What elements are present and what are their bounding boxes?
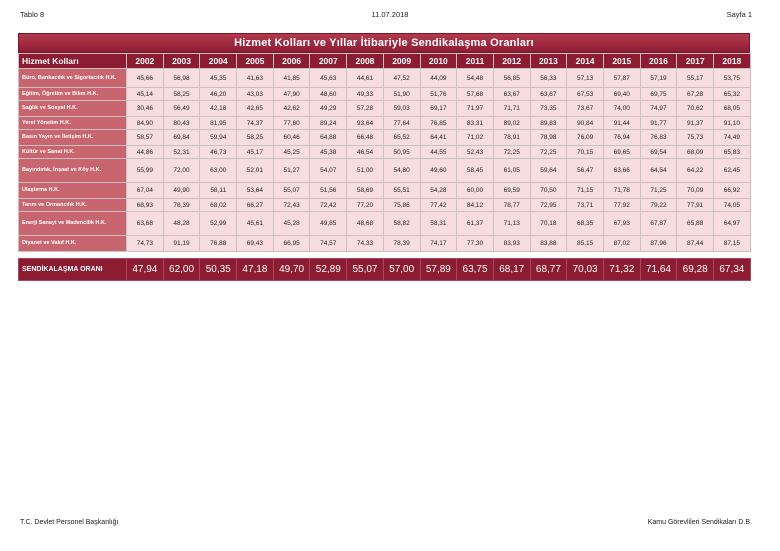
rate-cell: 84,90 [127, 117, 164, 130]
rate-cell: 68,02 [200, 199, 237, 212]
rate-cell: 58,57 [127, 130, 164, 146]
rate-cell: 53,75 [714, 69, 751, 88]
rate-cell: 47,90 [273, 88, 310, 101]
rate-cell: 55,17 [677, 69, 714, 88]
rate-cell: 74,05 [714, 199, 751, 212]
rate-cell: 72,43 [273, 199, 310, 212]
rate-cell: 70,09 [677, 183, 714, 199]
rate-cell: 49,85 [310, 212, 347, 236]
service-branch-name: Eğitim, Öğretim ve Bilim H.K. [19, 88, 127, 101]
rate-cell: 62,45 [714, 159, 751, 183]
footer-source: T.C. Devlet Personel Başkanlığı [20, 519, 119, 526]
table-row [19, 183, 751, 199]
total-rate-cell: 62,00 [163, 259, 200, 281]
rate-cell: 65,32 [714, 88, 751, 101]
rate-cell: 79,22 [640, 199, 677, 212]
year-header: 2009 [383, 54, 420, 69]
total-rate-cell: 70,03 [567, 259, 604, 281]
table-row [19, 159, 751, 183]
table-row [19, 199, 751, 212]
rate-cell: 52,01 [237, 159, 274, 183]
table-header-row [19, 54, 751, 69]
rate-cell: 72,25 [530, 146, 567, 159]
rate-cell: 78,98 [530, 130, 567, 146]
rate-cell: 44,09 [420, 69, 457, 88]
rate-cell: 89,83 [530, 117, 567, 130]
table-row [19, 117, 751, 130]
rate-cell: 42,62 [273, 101, 310, 117]
rate-cell: 76,94 [603, 130, 640, 146]
rate-cell: 54,28 [420, 183, 457, 199]
rate-cell: 64,97 [714, 212, 751, 236]
rate-cell: 78,39 [383, 236, 420, 252]
rate-cell: 67,28 [677, 88, 714, 101]
service-branch-name: Diyanet ve Vakıf H.K. [19, 236, 127, 252]
rate-cell: 76,85 [420, 117, 457, 130]
rate-cell: 73,71 [567, 199, 604, 212]
rate-cell: 69,54 [640, 146, 677, 159]
rate-cell: 56,85 [493, 69, 530, 88]
rate-cell: 74,33 [347, 236, 384, 252]
rate-cell: 57,13 [567, 69, 604, 88]
rate-cell: 63,68 [127, 212, 164, 236]
rate-cell: 77,91 [677, 199, 714, 212]
rate-cell: 83,88 [530, 236, 567, 252]
rate-cell: 51,56 [310, 183, 347, 199]
year-header: 2017 [677, 54, 714, 69]
rate-cell: 78,39 [163, 199, 200, 212]
rate-cell: 49,60 [420, 159, 457, 183]
service-branch-name: Ulaştırma H.K. [19, 183, 127, 199]
rate-cell: 63,66 [603, 159, 640, 183]
rate-cell: 74,17 [420, 236, 457, 252]
rate-cell: 73,35 [530, 101, 567, 117]
rate-cell: 48,68 [347, 212, 384, 236]
rate-cell: 48,60 [310, 88, 347, 101]
table-row [19, 88, 751, 101]
rate-cell: 74,37 [237, 117, 274, 130]
rate-cell: 50,95 [383, 146, 420, 159]
total-rate-cell: 68,77 [530, 259, 567, 281]
rate-cell: 58,45 [457, 159, 494, 183]
rate-cell: 69,84 [163, 130, 200, 146]
rate-cell: 85,15 [567, 236, 604, 252]
rate-cell: 77,64 [383, 117, 420, 130]
table-body [19, 69, 751, 281]
rate-cell: 46,20 [200, 88, 237, 101]
total-rate-cell: 47,18 [237, 259, 274, 281]
rate-cell: 81,95 [200, 117, 237, 130]
rate-cell: 58,25 [163, 88, 200, 101]
rate-cell: 76,09 [567, 130, 604, 146]
rate-cell: 76,88 [200, 236, 237, 252]
rate-cell: 57,19 [640, 69, 677, 88]
table-row [19, 146, 751, 159]
year-header: 2013 [530, 54, 567, 69]
rate-cell: 58,82 [383, 212, 420, 236]
rate-cell: 45,61 [237, 212, 274, 236]
rate-cell: 67,93 [603, 212, 640, 236]
rate-cell: 73,67 [567, 101, 604, 117]
rate-cell: 46,54 [347, 146, 384, 159]
year-header: 2005 [237, 54, 274, 69]
rate-cell: 72,42 [310, 199, 347, 212]
rate-cell: 77,92 [603, 199, 640, 212]
rate-cell: 44,61 [347, 69, 384, 88]
rate-cell: 53,64 [237, 183, 274, 199]
rate-cell: 61,05 [493, 159, 530, 183]
rate-cell: 89,24 [310, 117, 347, 130]
rate-cell: 67,87 [640, 212, 677, 236]
total-rate-cell: 69,28 [677, 259, 714, 281]
rate-cell: 77,20 [347, 199, 384, 212]
rate-cell: 45,14 [127, 88, 164, 101]
rate-cell: 58,31 [420, 212, 457, 236]
rate-cell: 91,19 [163, 236, 200, 252]
service-branch-name: Yerel Yönetim H.K. [19, 117, 127, 130]
rate-cell: 72,00 [163, 159, 200, 183]
rate-cell: 45,28 [273, 212, 310, 236]
rate-cell: 45,66 [127, 69, 164, 88]
rate-cell: 83,31 [457, 117, 494, 130]
rate-cell: 56,47 [567, 159, 604, 183]
rate-cell: 87,96 [640, 236, 677, 252]
total-rate-cell: 67,34 [714, 259, 751, 281]
rate-cell: 71,71 [493, 101, 530, 117]
rate-cell: 68,09 [677, 146, 714, 159]
rate-cell: 45,17 [237, 146, 274, 159]
rate-cell: 91,44 [603, 117, 640, 130]
total-label: SENDİKALAŞMA ORANI [19, 259, 127, 281]
rate-cell: 56,98 [163, 69, 200, 88]
year-header: 2012 [493, 54, 530, 69]
rate-cell: 71,97 [457, 101, 494, 117]
rate-cell: 69,65 [603, 146, 640, 159]
rate-cell: 71,78 [603, 183, 640, 199]
rate-cell: 43,03 [237, 88, 274, 101]
rate-cell: 67,04 [127, 183, 164, 199]
total-rate-cell: 52,89 [310, 259, 347, 281]
rate-cell: 48,28 [163, 212, 200, 236]
rate-cell: 60,00 [457, 183, 494, 199]
rate-cell: 72,95 [530, 199, 567, 212]
year-header: 2003 [163, 54, 200, 69]
rate-cell: 66,48 [347, 130, 384, 146]
year-header: 2007 [310, 54, 347, 69]
rate-cell: 87,44 [677, 236, 714, 252]
page-number: Sayfa 1 [726, 10, 752, 19]
rate-cell: 45,63 [310, 69, 347, 88]
year-header: 2016 [640, 54, 677, 69]
rate-cell: 71,02 [457, 130, 494, 146]
rate-cell: 74,57 [310, 236, 347, 252]
rate-cell: 42,18 [200, 101, 237, 117]
year-header: 2011 [457, 54, 494, 69]
total-rate-cell: 47,94 [127, 259, 164, 281]
rate-cell: 42,65 [237, 101, 274, 117]
rate-cell: 61,37 [457, 212, 494, 236]
rate-cell: 71,25 [640, 183, 677, 199]
rate-cell: 51,76 [420, 88, 457, 101]
table-row [19, 69, 751, 88]
rate-cell: 64,54 [640, 159, 677, 183]
rate-cell: 76,83 [640, 130, 677, 146]
service-branch-name: Enerji Sanayi ve Madencilik H.K. [19, 212, 127, 236]
rate-cell: 77,60 [273, 117, 310, 130]
rate-cell: 65,83 [714, 146, 751, 159]
rate-cell: 60,46 [273, 130, 310, 146]
total-rate-cell: 68,17 [493, 259, 530, 281]
rate-cell: 71,15 [567, 183, 604, 199]
service-branch-name: Basın Yayın ve İletişim H.K. [19, 130, 127, 146]
rate-cell: 57,28 [347, 101, 384, 117]
rate-cell: 59,03 [383, 101, 420, 117]
table-row [19, 236, 751, 252]
total-rate-cell: 57,00 [383, 259, 420, 281]
rate-cell: 58,69 [347, 183, 384, 199]
total-rate-cell: 63,75 [457, 259, 494, 281]
total-rate-cell: 71,32 [603, 259, 640, 281]
table-row [19, 101, 751, 117]
rate-cell: 56,49 [163, 101, 200, 117]
rate-cell: 45,35 [200, 69, 237, 88]
row-spacer-cell [19, 252, 751, 259]
rate-cell: 67,53 [567, 88, 604, 101]
rate-cell: 91,77 [640, 117, 677, 130]
rate-cell: 68,35 [567, 212, 604, 236]
rate-cell: 64,88 [310, 130, 347, 146]
rate-cell: 66,92 [714, 183, 751, 199]
rate-cell: 66,27 [237, 199, 274, 212]
page-date: 11.07.2018 [371, 10, 409, 19]
rate-cell: 68,93 [127, 199, 164, 212]
total-rate-cell: 57,89 [420, 259, 457, 281]
rate-cell: 77,30 [457, 236, 494, 252]
table-row [19, 212, 751, 236]
service-branch-name: Tarım ve Ormancılık H.K. [19, 199, 127, 212]
rate-cell: 93,64 [347, 117, 384, 130]
service-branch-name: Bayındırlık, İnşaat ve Köy H.K. [19, 159, 127, 183]
rate-cell: 49,33 [347, 88, 384, 101]
rate-cell: 57,68 [457, 88, 494, 101]
rate-cell: 69,43 [237, 236, 274, 252]
rate-cell: 54,48 [457, 69, 494, 88]
rate-cell: 51,90 [383, 88, 420, 101]
total-rate-cell: 71,64 [640, 259, 677, 281]
rate-cell: 74,97 [640, 101, 677, 117]
rate-cell: 57,87 [603, 69, 640, 88]
rate-cell: 77,42 [420, 199, 457, 212]
rate-cell: 70,50 [530, 183, 567, 199]
rate-cell: 64,22 [677, 159, 714, 183]
year-header: 2004 [200, 54, 237, 69]
rate-cell: 74,73 [127, 236, 164, 252]
unionization-table [18, 33, 750, 281]
year-header: 2010 [420, 54, 457, 69]
rate-cell: 63,67 [530, 88, 567, 101]
rate-cell: 70,62 [677, 101, 714, 117]
rate-cell: 51,27 [273, 159, 310, 183]
rate-cell: 49,90 [163, 183, 200, 199]
year-header: 2015 [603, 54, 640, 69]
rate-cell: 64,41 [420, 130, 457, 146]
rate-cell: 52,99 [200, 212, 237, 236]
year-header: 2006 [273, 54, 310, 69]
service-branch-name: Kültür ve Sanat H.K. [19, 146, 127, 159]
rate-cell: 78,91 [493, 130, 530, 146]
rate-cell: 69,17 [420, 101, 457, 117]
year-header: 2008 [347, 54, 384, 69]
rate-cell: 41,85 [273, 69, 310, 88]
rate-cell: 66,95 [273, 236, 310, 252]
rate-cell: 72,25 [493, 146, 530, 159]
rate-cell: 65,52 [383, 130, 420, 146]
rate-cell: 74,00 [603, 101, 640, 117]
table-title: Hizmet Kolları ve Yıllar İtibariyle Sendikalaşma Oranları [18, 33, 750, 53]
year-header: 2018 [714, 54, 751, 69]
rate-cell: 71,13 [493, 212, 530, 236]
footer-publisher: Kamu Görevlileri Sendikaları D.B. [647, 519, 752, 526]
page-label: Tablo 8 [20, 10, 45, 19]
total-rate-cell: 55,07 [347, 259, 384, 281]
rate-cell: 54,80 [383, 159, 420, 183]
total-rate-cell: 49,70 [273, 259, 310, 281]
rate-cell: 52,43 [457, 146, 494, 159]
rate-cell: 63,00 [200, 159, 237, 183]
rate-cell: 49,29 [310, 101, 347, 117]
rate-cell: 87,15 [714, 236, 751, 252]
rate-cell: 45,25 [273, 146, 310, 159]
rate-cell: 30,46 [127, 101, 164, 117]
rate-cell: 69,75 [640, 88, 677, 101]
rate-cell: 68,05 [714, 101, 751, 117]
rate-cell: 52,31 [163, 146, 200, 159]
rate-cell: 91,37 [677, 117, 714, 130]
rate-cell: 90,84 [567, 117, 604, 130]
rate-cell: 69,40 [603, 88, 640, 101]
service-branch-name: Büro, Bankacılık ve Sigortacılık H.K. [19, 69, 127, 88]
rate-cell: 44,86 [127, 146, 164, 159]
rate-cell: 75,86 [383, 199, 420, 212]
rate-cell: 74,49 [714, 130, 751, 146]
rate-cell: 47,52 [383, 69, 420, 88]
rate-cell: 51,00 [347, 159, 384, 183]
rate-cell: 41,63 [237, 69, 274, 88]
rate-cell: 75,73 [677, 130, 714, 146]
rate-cell: 70,18 [530, 212, 567, 236]
rate-cell: 83,93 [493, 236, 530, 252]
rate-cell: 69,59 [493, 183, 530, 199]
year-header: 2014 [567, 54, 604, 69]
table-row [19, 130, 751, 146]
service-branch-name: Sağlık ve Sosyal H.K. [19, 101, 127, 117]
rate-cell: 84,12 [457, 199, 494, 212]
rate-cell: 55,07 [273, 183, 310, 199]
rate-cell: 59,94 [200, 130, 237, 146]
rate-cell: 55,51 [383, 183, 420, 199]
rate-cell: 78,77 [493, 199, 530, 212]
rate-cell: 58,11 [200, 183, 237, 199]
rate-cell: 65,88 [677, 212, 714, 236]
rate-cell: 87,02 [603, 236, 640, 252]
rate-cell: 45,38 [310, 146, 347, 159]
total-rate-cell: 50,35 [200, 259, 237, 281]
rate-cell: 70,15 [567, 146, 604, 159]
rate-cell: 59,64 [530, 159, 567, 183]
total-row [19, 259, 751, 281]
rate-cell: 89,02 [493, 117, 530, 130]
rate-cell: 46,73 [200, 146, 237, 159]
rate-cell: 80,43 [163, 117, 200, 130]
rate-cell: 58,25 [237, 130, 274, 146]
rate-cell: 55,99 [127, 159, 164, 183]
rate-cell: 54,07 [310, 159, 347, 183]
rate-cell: 63,67 [493, 88, 530, 101]
rate-cell: 44,55 [420, 146, 457, 159]
rate-cell: 91,10 [714, 117, 751, 130]
rate-cell: 56,33 [530, 69, 567, 88]
row-spacer [19, 252, 751, 259]
year-header: 2002 [127, 54, 164, 69]
category-column-header: Hizmet Kolları [19, 54, 127, 69]
